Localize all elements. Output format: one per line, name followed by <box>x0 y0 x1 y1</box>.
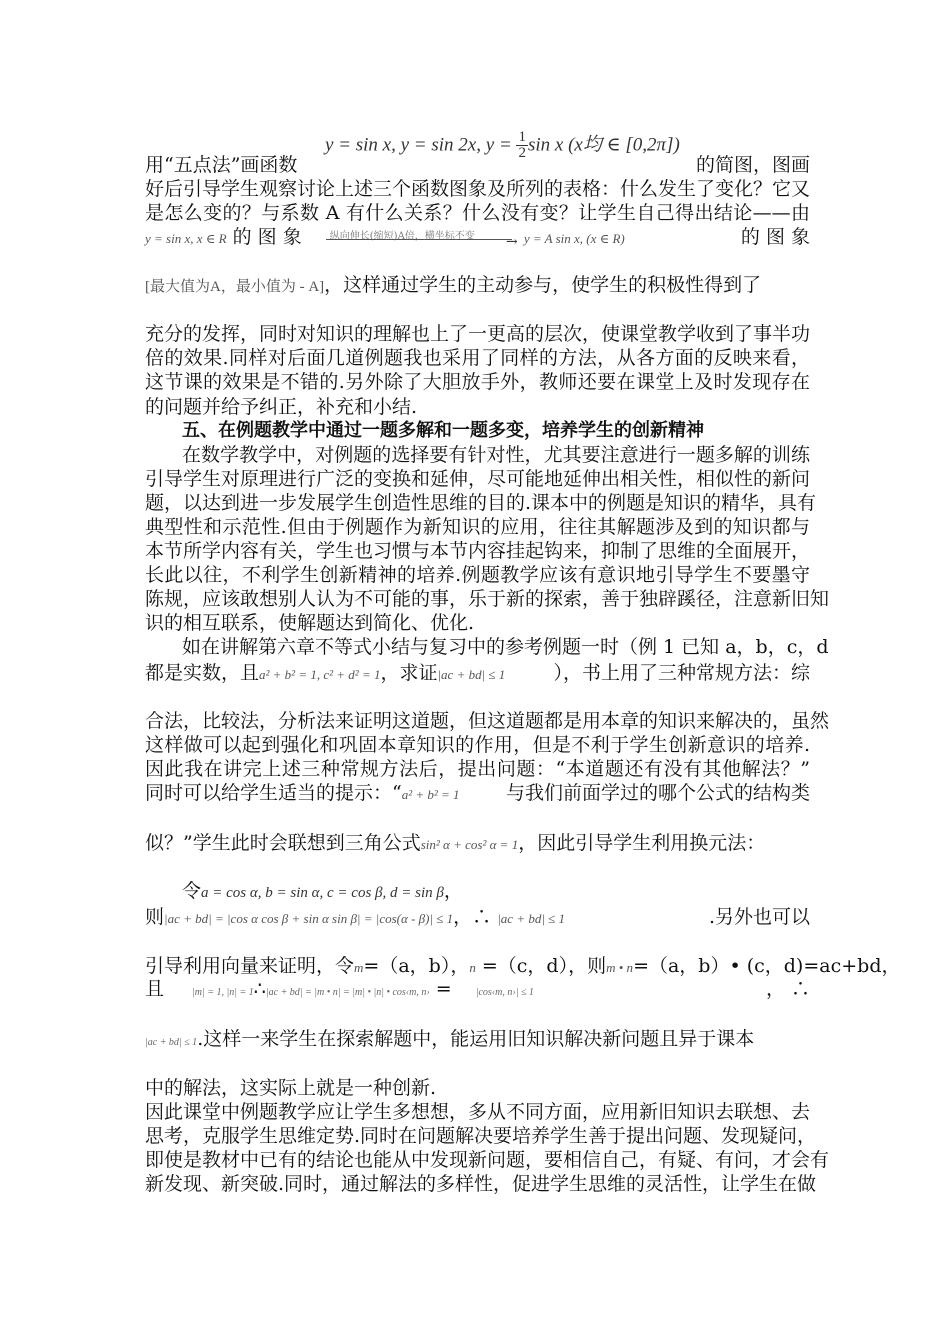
text-line: [最大值为A，最小值为 - A]，这样通过学生的主动参与，使学生的积极性得到了 <box>145 274 762 296</box>
text-line: 且 |m| = 1, |n| = 1∴|ac + bd| = |m • n| = |m| • |n| • cos‹m, n› = |cos‹m, n›| ≤ 1 ， ∴ <box>145 978 810 1000</box>
text-line: 这样做可以起到强化和巩固本章知识的作用，但是不利于学生创新意识的培养. <box>145 734 810 756</box>
text-line: 典型性和示范性.但由于例题作为新知识的应用，往往其解题涉及到的知识都与 <box>145 516 810 538</box>
text-line: 在数学教学中，对例题的选择要有针对性，尤其要注意进行一题多解的训练 <box>182 444 810 466</box>
formula-functions-tail: sin x (x均 ∈ [0,2π]) <box>527 134 680 156</box>
transform-arrow-label: 纵向伸长(缩短)A倍，横坐标不变 <box>329 231 475 242</box>
arrow-right-icon: → <box>506 234 518 250</box>
formula-trig-identity: sin² α + cos² α = 1 <box>420 837 519 852</box>
text-line: 本节所学内容有关，学生也习惯与本节内容挂起钩来，抑制了思维的全面展开， <box>145 540 811 562</box>
formula-unit-vectors: |m| = 1, |n| = 1 <box>192 987 254 998</box>
text-line: 陈规，应该敢想别人认为不可能的事，乐于新的探索，善于独辟蹊径，注意新旧知 <box>145 588 830 610</box>
formula-cos-diff: |ac + bd| = |cos α cos β + sin α sin β| = |cos(α - β)| ≤ 1 <box>164 911 454 926</box>
text-line: 的问题并给予纠正，补充和小结. <box>145 396 418 418</box>
formula-a2-b2: a² + b² = 1 <box>401 787 460 802</box>
text-line: 是怎么变的？与系数 A 有什么关系？什么没有变？让学生自己得出结论——由 <box>145 202 810 224</box>
text-line: 都是实数，且a² + b² = 1, c² + d² = 1，求证|ac + bd| ≤ 1 ），书上用了三种常规方法：综 <box>145 662 810 684</box>
text-line: 中的解法，这实际上就是一种创新. <box>145 1077 437 1099</box>
text-line: 倍的效果.同样对后面几道例题我也采用了同样的方法，从各方面的反映来看， <box>145 347 810 369</box>
text-line: 充分的发挥，同时对知识的理解也上了一更高的层次，使课堂教学收到了事半功 <box>145 323 811 345</box>
text-line: 这节课的效果是不错的.另外除了大胆放手外，教师还要在课堂上及时发现存在 <box>145 371 810 393</box>
vector-n: n <box>469 960 476 975</box>
formula-inequality: |ac + bd| ≤ 1 <box>437 667 506 682</box>
text-line: 令a = cos α, b = sin α, c = cos β, d = sin β， <box>182 880 463 902</box>
formula-a-sin-x: y = A sin x, (x ∈ R) <box>523 231 625 246</box>
text-line: 即使是教材中已有的结论也能从中发现新问题，要相信自己，有疑、有问，才会有 <box>145 1149 830 1171</box>
text-line: 用“五点法”画函数 的简图，图画 <box>145 154 810 176</box>
formula-functions-text: y = sin x, y = sin 2x, y = <box>325 134 517 156</box>
text-line: 新发现、新突破.同时，通过解法的多样性，促进学生思维的灵活性，让学生在做 <box>145 1173 817 1195</box>
transform-arrow <box>308 228 518 248</box>
formula-line-transform: y = sin x, x ∈ R 的 图 象 纵向伸长(缩短)A倍，横坐标不变 → y = A sin x, (x ∈ R) 的 图 象 <box>145 226 810 250</box>
formula-substitution: a = cos α, b = sin α, c = cos β, d = sin β <box>201 885 444 901</box>
text-line: 题，以达到进一步发展学生创造性思维的目的.课本中的例题是知识的精华，具有 <box>145 492 817 514</box>
text-line: 思考，克服学生思维定势.同时在问题解决要培养学生善于提出问题、发现疑问， <box>145 1125 817 1147</box>
formula-dot-cos: |ac + bd| = |m • n| = |m| • |n| • cos‹m, n› <box>265 987 430 998</box>
vector-dot-product: m • n <box>606 960 634 975</box>
text-line: 好后引导学生观察讨论上述三个函数图象及所列的表格：什么发生了变化？它又 <box>145 178 811 200</box>
text-line: 似？”学生此时会联想到三角公式sin² α + cos² α = 1，因此引导学生利用换元法： <box>145 832 766 854</box>
formula-cos-bound: |cos‹m, n›| ≤ 1 <box>475 987 534 998</box>
fraction-one-half: $\frac{1}{2}$ <box>518 129 526 161</box>
text-line: 则|ac + bd| = |cos α cos β + sin α sin β| = |cos(α - β)| ≤ 1，∴ |ac + bd| ≤ 1 .另外也可以 <box>145 906 810 928</box>
vector-m: m <box>354 960 364 975</box>
formula-inequality: |ac + bd| ≤ 1 <box>145 1037 198 1048</box>
text-line: 引导学生对原理进行广泛的变换和延伸，尽可能地延伸出相关性，相似性的新问 <box>145 468 811 490</box>
text-line: 同时可以给学生适当的提示：“a² + b² = 1 与我们前面学过的哪个公式的结构类 <box>145 782 810 804</box>
text-line: 引导利用向量来证明，令m=（a，b），n =（c，d），则m • n=（a，b）• (c，d)=ac+bd， <box>145 955 901 977</box>
text-line: 合法，比较法，分析法来证明这道题，但这道题都是用本章的知识来解决的，虽然 <box>145 710 830 732</box>
text-line: 长此以往，不利学生创新精神的培养.例题教学应该有意识地引导学生不要墨守 <box>145 564 810 586</box>
formula-inequality: |ac + bd| ≤ 1 <box>497 911 566 926</box>
formula-unit-circle: a² + b² = 1, c² + d² = 1 <box>259 667 381 682</box>
text-line: 因此我在讲完上述三种常规方法后，提出问题：“本道题还有没有其他解法？” <box>145 758 810 780</box>
text-line: 识的相互联系，使解题达到简化、优化. <box>145 612 475 634</box>
text-line: 因此课堂中例题教学应让学生多想想，多从不同方面，应用新旧知识去联想、去 <box>145 1101 811 1123</box>
formula-max-min: [最大值为A，最小值为 - A] <box>145 279 325 295</box>
formula-sin-x: y = sin x, x ∈ R <box>145 231 227 246</box>
text-line: |ac + bd| ≤ 1.这样一来学生在探索解题中，能运用旧知识解决新问题且异于课本 <box>145 1028 755 1050</box>
section-heading: 五、在例题教学中通过一题多解和一题多变，培养学生的创新精神 <box>182 420 704 441</box>
text-line: 如在讲解第六章不等式小结与复习中的参考例题一时（例 1 已知 a，b，c，d <box>182 636 829 658</box>
